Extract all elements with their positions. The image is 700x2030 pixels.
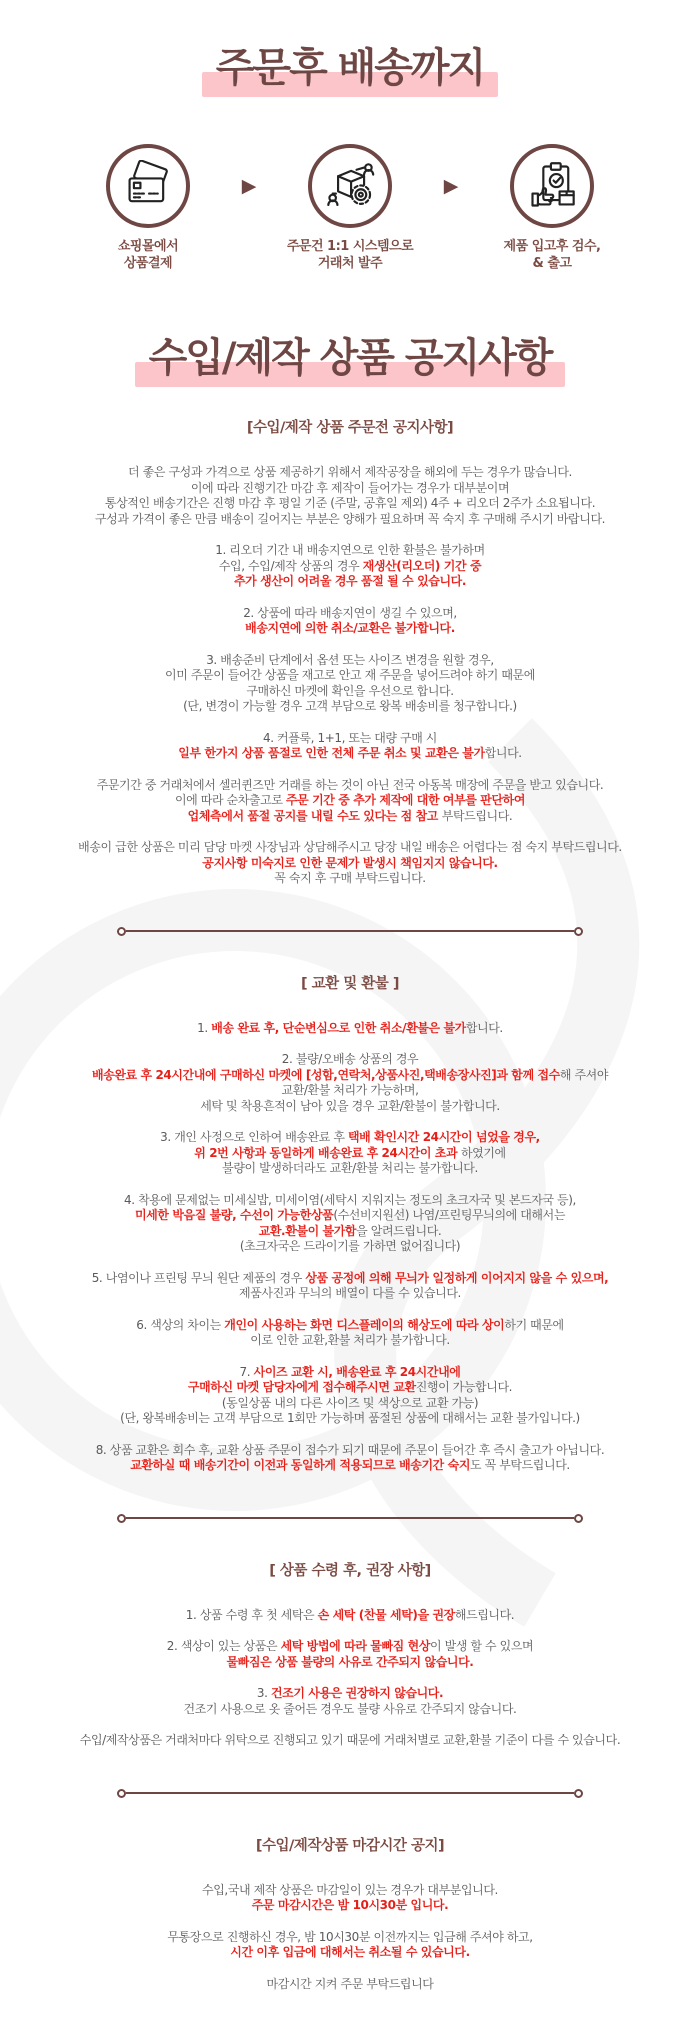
notice-block (0, 1930, 700, 1961)
step-inspection-shipping (466, 144, 638, 272)
notice-block (0, 465, 700, 527)
text-run: 3. 개인 사정으로 인하여 배송완료 후 (160, 1130, 348, 1144)
text-run: 4. 커플룩, 1+1, 또는 대량 구매 시 (262, 730, 437, 745)
text-run: 합니다. (484, 746, 522, 760)
notice-block (0, 1130, 700, 1177)
notice-line (0, 856, 700, 872)
notice-line (0, 1083, 700, 1099)
text-run: (초크자국은 드라이기를 가하면 없어집니다) (239, 1239, 461, 1253)
notice-line (0, 1930, 700, 1946)
text-run: 이로 인한 교환,환불 처리가 불가합니다. (250, 1333, 450, 1347)
text-run: 진행이 가능합니다. (415, 1380, 513, 1394)
notice-line (0, 1898, 700, 1914)
notice-block (0, 606, 700, 637)
notice-block (0, 1977, 700, 1993)
notice-line (0, 1443, 700, 1459)
step-circle (510, 144, 594, 228)
red-text-run: 주문 기간 중 추가 제작에 대한 여부를 판단하여 (285, 793, 526, 807)
text-run: 이 발생 할 수 있으며 (430, 1639, 534, 1653)
step-label (264, 238, 436, 272)
text-run: 건조기 사용으로 옷 줄어든 경우도 불량 사유로 간주되지 않습니다. (183, 1701, 517, 1716)
divider-ring-right (574, 1789, 583, 1798)
notice-title: 수입/제작 상품 공지사항 (148, 335, 552, 381)
red-text-run: 교환.환불이 불가함 (258, 1223, 357, 1238)
divider-ring-right (574, 1514, 583, 1523)
notice-block (0, 1365, 700, 1427)
notice-line (0, 512, 700, 528)
text-run: (단, 변경이 가능할 경우 고객 부담으로 왕복 배송비를 청구합니다.) (183, 699, 517, 713)
notice-line (0, 1271, 700, 1287)
step-arrow-icon: ▶ (241, 175, 257, 197)
notice-line (0, 1655, 700, 1671)
text-run: 1. (197, 1020, 212, 1035)
divider-ring-right (574, 927, 583, 936)
red-text-run: 택배 확인시간 24시간이 넘었을 경우, (347, 1130, 540, 1144)
notice-line (0, 1318, 700, 1334)
notice-block (0, 1608, 700, 1624)
notice-block (0, 1733, 700, 1749)
red-text-run: 업체측에서 품절 공지를 내릴 수도 있다는 점 참고 (187, 808, 442, 823)
text-run: 교환/환불 처리가 가능하며, (281, 1083, 419, 1097)
notice-line (0, 621, 700, 637)
text-run: 하였기에 (460, 1145, 506, 1160)
notice-line (0, 1608, 700, 1624)
divider-line (126, 1517, 574, 1520)
notice-line (0, 809, 700, 825)
text-run: 1. 상품 수령 후 첫 세탁은 (185, 1607, 318, 1622)
text-run: 수입,국내 제작 상품은 마감일이 있는 경우가 대부분입니다. (202, 1882, 498, 1897)
text-run: 1. 리오더 기간 내 배송지연으로 인한 환불은 불가하며 (215, 543, 485, 557)
red-text-run: 물빠짐은 상품 불량의 사유로 간주되지 않습니다. (226, 1654, 474, 1669)
text-run: 불량이 발생하더라도 교환/환불 처리는 불가합니다. (222, 1161, 478, 1175)
red-text-run: 구매하신 마켓 담당자에게 접수해주시면 교환 (187, 1380, 416, 1394)
notice-line (0, 1365, 700, 1381)
text-run: 2. 불량/오배송 상품의 경우 (281, 1052, 419, 1066)
text-run: 통상적인 배송기간은 진행 마감 후 평일 기준 (주말, 공휴일 제외) 4주 + 리오더 2주가 소요됩니다. (104, 496, 596, 510)
section-divider (117, 927, 583, 936)
notice-line (0, 1099, 700, 1115)
text-run: 수입, 수입/제작 상품의 경우 (218, 558, 363, 573)
red-text-run: 배송지연에 의한 취소/교환은 불가합니다. (245, 621, 455, 635)
notice-block (0, 1021, 700, 1037)
page-content (0, 46, 700, 1992)
text-run: 이미 주문이 들어간 상품을 재고로 안고 재 주문을 넣어드려야 하기 때문에 (165, 668, 535, 682)
text-run: 을 알려드립니다. (356, 1223, 442, 1238)
notice-line (0, 481, 700, 497)
text-run: 2. 상품에 따라 배송지연이 생길 수 있으며, (243, 605, 457, 620)
text-run: 구성과 가격이 좋은 만큼 배송이 길어지는 부분은 양해가 필요하며 꼭 숙지 후 구매해 주시기 바랍니다. (94, 511, 606, 526)
step-label (62, 238, 234, 272)
process-steps (0, 144, 700, 272)
step-label-line2: 거래처 발주 (317, 256, 383, 271)
notice-line (0, 699, 700, 715)
text-run: 해 주셔야 (559, 1067, 609, 1082)
notice-line (0, 1021, 700, 1037)
notice-line (0, 1193, 700, 1209)
notice-block (0, 731, 700, 762)
notice-line (0, 778, 700, 794)
notice-block (0, 1271, 700, 1302)
red-text-run: 배송완료 후 24시간내에 구매하신 마켓에 [성함,연락처,상품사진,택배송장사진]과 함께 접수 (91, 1067, 560, 1082)
divider-line (126, 930, 574, 933)
text-run: 구매하신 마켓에 확인을 우선으로 합니다. (246, 683, 454, 698)
notice-line (0, 1458, 700, 1474)
notice-line (0, 1333, 700, 1349)
text-run: (단, 왕복배송비는 고객 부담으로 1회만 가능하며 품절된 상품에 대해서는 교환 불가입니다.) (120, 1411, 580, 1425)
text-run: 배송이 급한 상품은 미리 담당 마켓 사장님과 상담해주시고 당장 내일 배송은 어렵다는 점 숙지 부탁드립니다. (78, 840, 622, 854)
notice-line (0, 746, 700, 762)
divider-ring-left (117, 927, 126, 936)
section-divider (117, 1514, 583, 1523)
notice-block (0, 1318, 700, 1349)
section-heading: [수입/제작 상품 주문전 공지사항] (246, 420, 454, 436)
notice-sections (0, 416, 700, 1992)
text-run: 하기 때문에 (504, 1317, 564, 1332)
notice-block (0, 840, 700, 887)
notice-line (0, 1977, 700, 1993)
notice-line (0, 1161, 700, 1177)
red-text-run: 위 2번 사항과 동일하게 배송완료 후 24시간이 초과 (194, 1145, 461, 1160)
red-text-run: 사이즈 교환 시, 배송완료 후 24시간내에 (253, 1364, 461, 1379)
notice-line (0, 1146, 700, 1162)
text-run: 4. 착용에 문제없는 미세실밥, 미세이염(세탁시 지워지는 정도의 초크자국 및 본드자국 등), (124, 1192, 576, 1207)
notice-line (0, 1224, 700, 1240)
red-text-run: 재생산(리오더) 기간 중 (362, 558, 482, 573)
step-circle (308, 144, 392, 228)
step-arrow-icon: ▶ (443, 175, 459, 197)
divider-ring-left (117, 1514, 126, 1523)
notice-line (0, 1702, 700, 1718)
red-text-run: 배송 완료 후, 단순변심으로 인한 취소/환불은 불가 (211, 1020, 466, 1035)
text-run: 무통장으로 진행하신 경우, 밤 10시30분 이전까지는 입금해 주셔야 하고, (167, 1929, 533, 1944)
notice-line (0, 1068, 700, 1084)
red-text-run: 추가 생산이 어려울 경우 품절 될 수 있습니다. (233, 574, 467, 588)
step-label-line2: 상품결제 (123, 256, 173, 271)
notice-line (0, 840, 700, 856)
notice-line (0, 465, 700, 481)
text-run: 부탁드립니다. (441, 808, 513, 823)
text-run: 합니다. (465, 1020, 503, 1035)
text-run: (동일상품 내의 다른 사이즈 및 색상으로 교환 가능) (221, 1395, 479, 1410)
step-label-line1: 제품 입고후 검수, (503, 239, 601, 254)
text-run: 마감시간 지켜 주문 부탁드립니다 (266, 1976, 434, 1991)
notice-block (0, 543, 700, 590)
text-run: 도 꼭 부탁드립니다. (470, 1458, 570, 1472)
notice-line (0, 1380, 700, 1396)
notice-line (0, 606, 700, 622)
text-run: 해드립니다. (454, 1607, 515, 1622)
notice-line (0, 731, 700, 747)
section-heading: [ 상품 수령 후, 권장 사항] (269, 1562, 431, 1579)
text-run: 주문기간 중 거래처에서 셀러퀸즈만 거래를 하는 것이 아닌 전국 아동복 매장에 주문을 받고 있습니다. (96, 777, 604, 792)
notice-line (0, 1945, 700, 1961)
text-run: 5. 나염이나 프린팅 무늬 원단 제품의 경우 (91, 1270, 306, 1285)
step-label-line1: 주문건 1:1 시스템으로 (286, 239, 414, 254)
process-title-wrap (0, 46, 700, 90)
section-heading: [수입/제작상품 마감시간 공지] (255, 1837, 445, 1854)
notice-line (0, 543, 700, 559)
notice-block (0, 1883, 700, 1914)
process-title: 주문후 배송까지 (215, 45, 485, 91)
section-divider (117, 1789, 583, 1798)
section-heading: [ 교환 및 환불 ] (301, 975, 399, 992)
divider-line (126, 1792, 574, 1795)
notice-block (0, 778, 700, 825)
notice-line (0, 1286, 700, 1302)
step-label (466, 238, 638, 272)
order-system-icon (324, 160, 376, 212)
notice-line (0, 1686, 700, 1702)
step-order-system (264, 144, 436, 272)
notice-line (0, 871, 700, 887)
notice-line (0, 684, 700, 700)
text-run: 세탁 및 착용흔적이 남아 있을 경우 교환/환불이 불가합니다. (200, 1098, 500, 1113)
text-run: 6. 색상의 차이는 (136, 1317, 225, 1332)
text-run: 2. 색상이 있는 상품은 (166, 1639, 281, 1653)
text-run: 이에 따라 진행기간 마감 후 제작이 들어가는 경우가 대부분이며 (190, 480, 510, 495)
text-run: 8. 상품 교환은 회수 후, 교환 상품 주문이 접수가 되기 때문에 주문이 들어간 후 즉시 출고가 아닙니다. (95, 1442, 605, 1457)
red-text-run: 상품 공정에 의해 무늬가 일정하게 이어지지 않을 수 있으며, (305, 1270, 609, 1285)
step-label-line1: 쇼핑몰에서 (117, 239, 179, 254)
notice-line (0, 1208, 700, 1224)
notice-line (0, 1411, 700, 1427)
notice-line (0, 1239, 700, 1255)
notice-line (0, 1639, 700, 1655)
red-text-run: 개인이 사용하는 화면 디스플레이의 해상도에 따라 상이 (224, 1317, 505, 1332)
red-text-run: 주문 마감시간은 밤 10시30분 입니다. (251, 1898, 449, 1912)
notice-line (0, 1396, 700, 1412)
red-text-run: 세탁 방법에 따라 물빠짐 현상 (280, 1639, 431, 1653)
red-text-run: 손 세탁 (찬물 세탁)을 권장 (317, 1607, 455, 1622)
text-run: 이에 따라 순차출고로 (174, 793, 286, 807)
text-run: (수선비지원선) 나염/프린팅무늬의에 대해서는 (333, 1208, 566, 1222)
red-text-run: 건조기 사용은 권장하지 않습니다. (270, 1686, 444, 1700)
text-run: 수입/제작상품은 거래처마다 위탁으로 진행되고 있기 때문에 거래처별로 교환,환불 기준이 다를 수 있습니다. (79, 1733, 621, 1747)
red-text-run: 교환하실 때 배송기간이 이전과 동일하게 적용되므로 배송기간 숙지 (130, 1458, 471, 1472)
divider-ring-left (117, 1789, 126, 1798)
text-run: 3. (256, 1686, 271, 1700)
red-text-run: 시간 이후 입금에 대해서는 취소될 수 있습니다. (230, 1945, 470, 1959)
notice-line (0, 559, 700, 575)
notice-line (0, 1883, 700, 1899)
text-run: 3. 배송준비 단계에서 옵션 또는 사이즈 변경을 원할 경우, (206, 652, 494, 667)
red-text-run: 미세한 박음질 불량, 수선이 가능한상품 (134, 1208, 334, 1222)
credit-card-icon (122, 160, 174, 212)
text-run: 더 좋은 구성과 가격으로 상품 제공하기 위해서 제작공장을 해외에 두는 경우가 많습니다. (128, 465, 572, 479)
notice-block (0, 1193, 700, 1255)
receiving-inspection-icon (526, 160, 578, 212)
notice-line (0, 668, 700, 684)
step-label-line2: & 출고 (532, 256, 572, 271)
step-payment (62, 144, 234, 272)
notice-block (0, 653, 700, 715)
notice-line (0, 653, 700, 669)
text-run: 꼭 숙지 후 구매 부탁드립니다. (274, 871, 426, 885)
red-text-run: 공지사항 미숙지로 인한 문제가 발생시 책임지지 않습니다. (202, 855, 498, 870)
notice-block (0, 1443, 700, 1474)
notice-line (0, 574, 700, 590)
notice-block (0, 1686, 700, 1717)
notice-line (0, 1052, 700, 1068)
text-run: 7. (239, 1364, 254, 1379)
notice-line (0, 1130, 700, 1146)
notice-title-wrap (0, 336, 700, 380)
text-run: 제품사진과 무늬의 배열이 다를 수 있습니다. (239, 1286, 461, 1300)
notice-block (0, 1639, 700, 1670)
notice-block (0, 1052, 700, 1114)
red-text-run: 일부 한가지 상품 품절로 인한 전체 주문 취소 및 교환은 불가 (178, 746, 485, 760)
step-circle (106, 144, 190, 228)
notice-line (0, 496, 700, 512)
notice-line (0, 793, 700, 809)
notice-line (0, 1733, 700, 1749)
